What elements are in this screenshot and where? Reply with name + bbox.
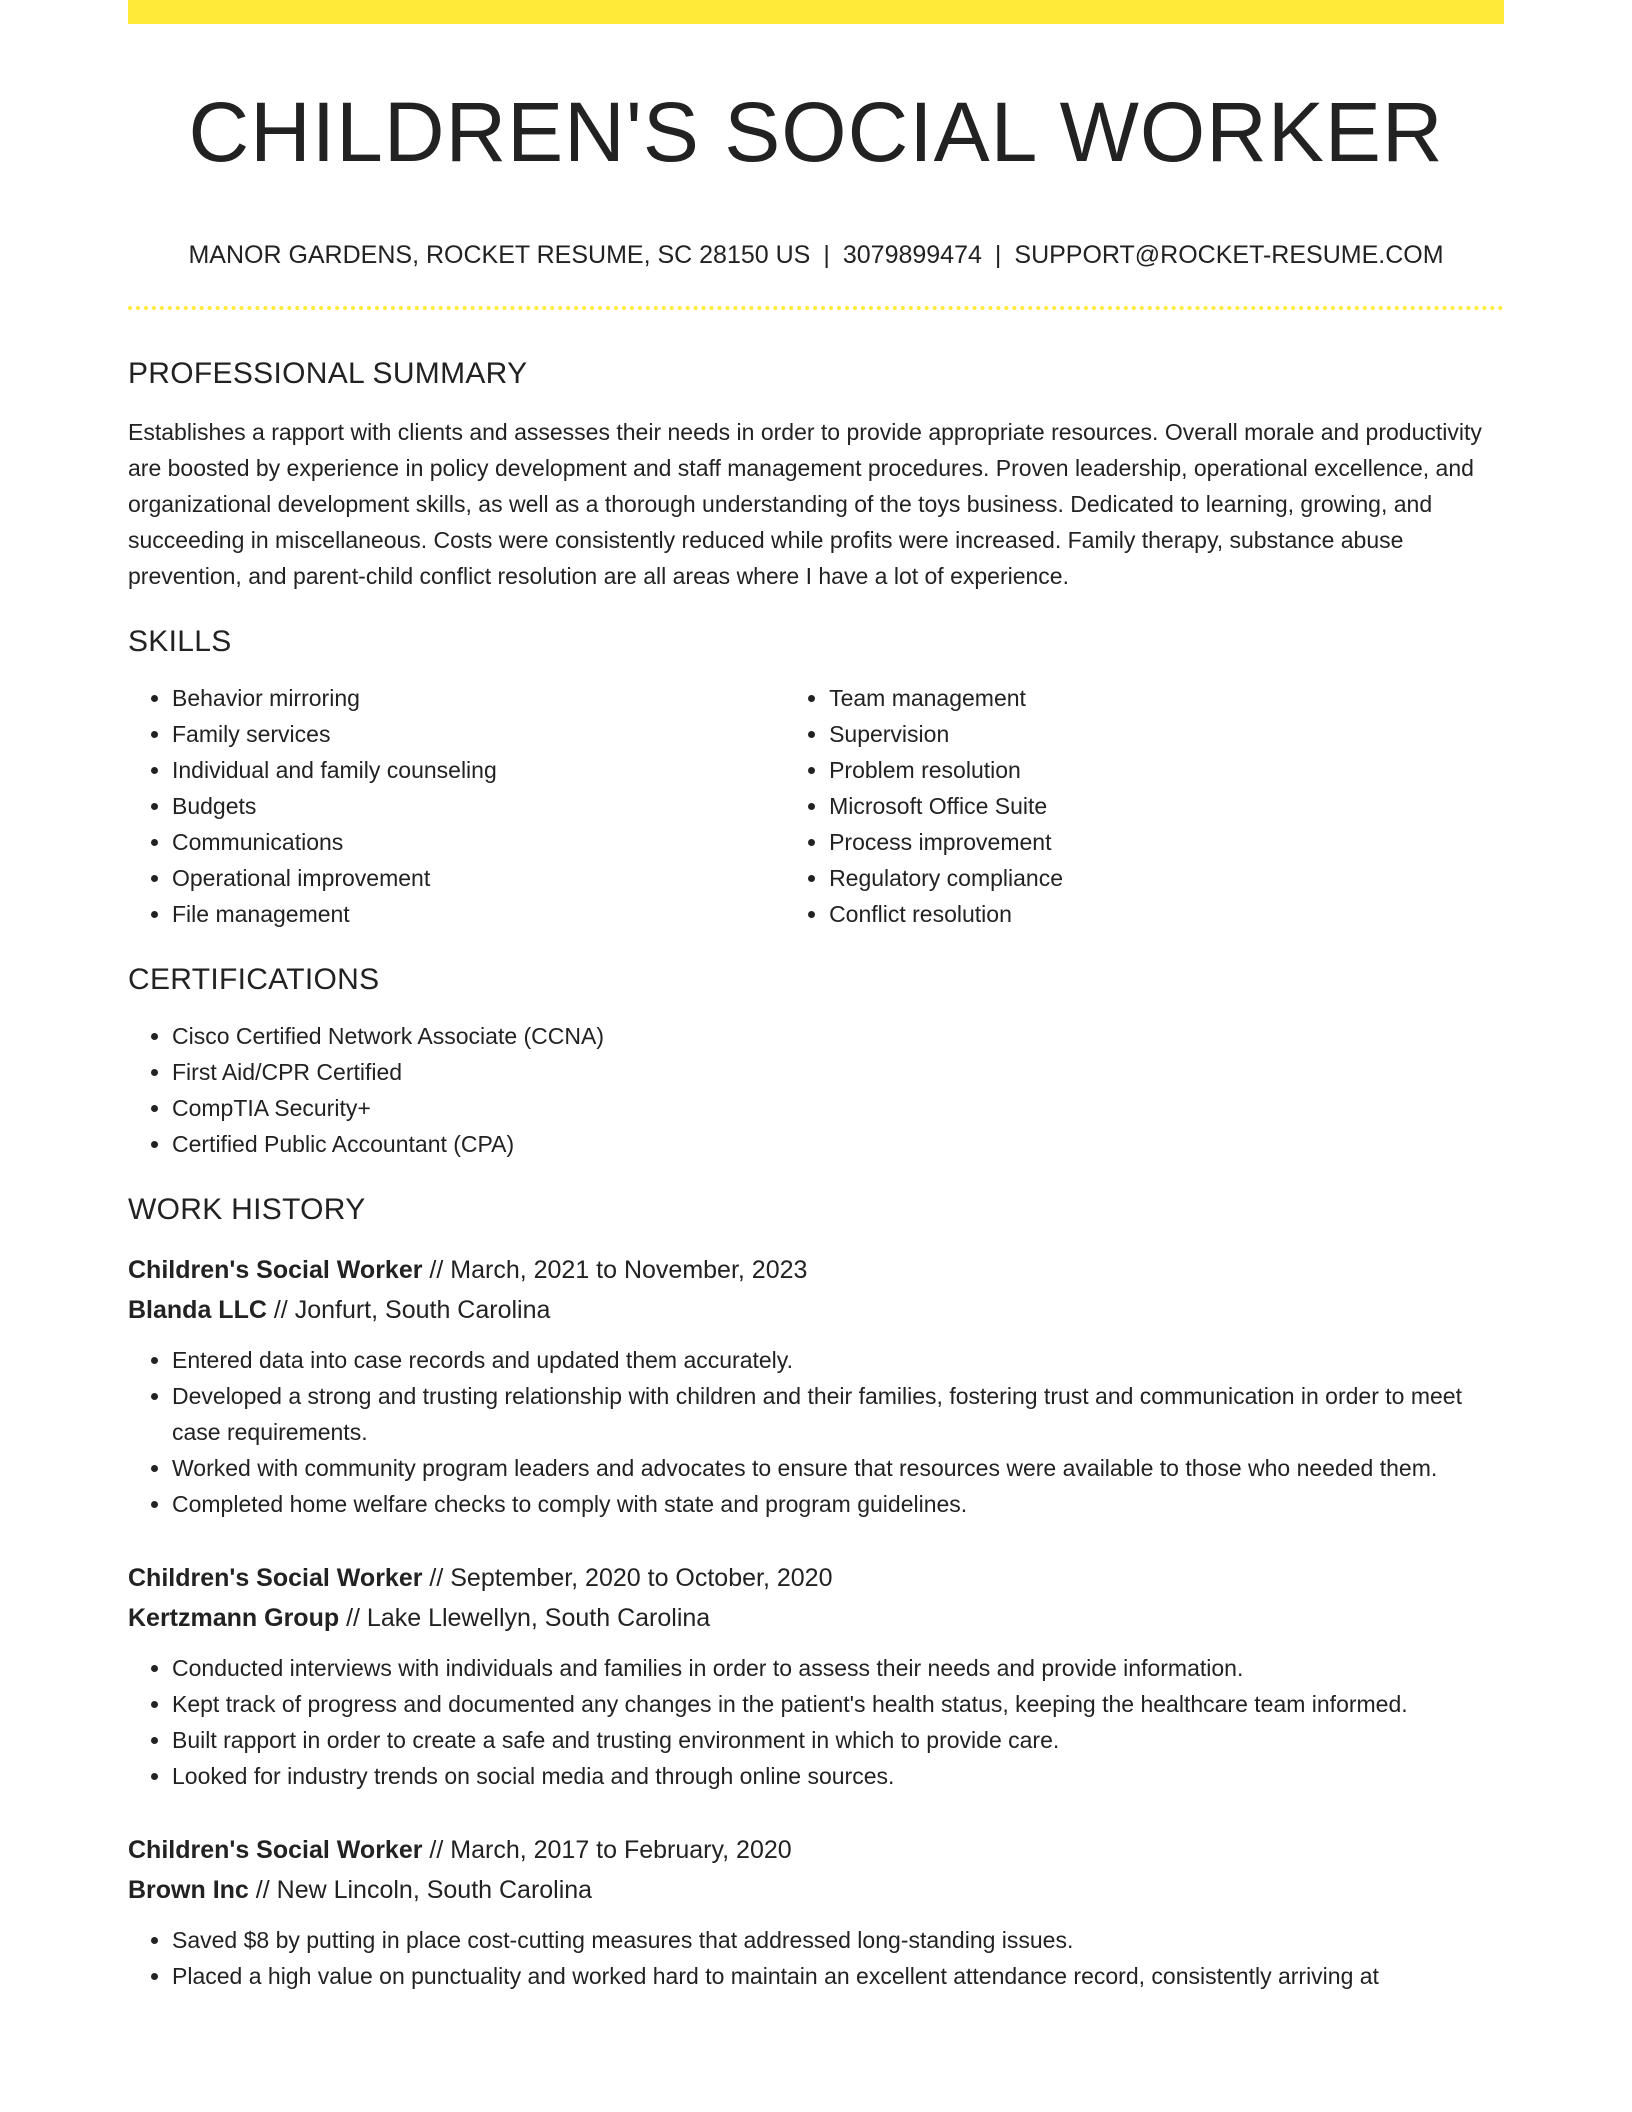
skill-item: • Regulatory compliance (829, 860, 1504, 896)
top-accent-bar (128, 0, 1504, 24)
certification-item: • CompTIA Security+ (172, 1090, 1504, 1126)
certification-item: • Cisco Certified Network Associate (CCNA) (172, 1018, 1504, 1054)
skill-item: • Conflict resolution (829, 896, 1504, 932)
resume-body (128, 352, 1504, 1994)
contact-separator: | (823, 241, 830, 269)
work-history-heading: WORK HISTORY (128, 1193, 366, 1226)
job-company-line (128, 1870, 1504, 1910)
summary-text: Establishes a rapport with clients and assesses their needs in order to provide appropriate resources. Overall morale and productivity are boosted by experience in policy development and staff management procedures. Proven leadership, operational excellence, and organizational development skills, as well as a thorough understanding of the toys business. Dedicated to learning, growing, and succeeding in miscellaneous. Costs were consistently reduced while profits were increased. Family therapy, substance abuse prevention, and parent-child conflict resolution are all areas where I have a lot of experience. (128, 419, 1482, 589)
job-title-line (128, 1558, 1504, 1598)
certifications-heading: CERTIFICATIONS (128, 963, 380, 996)
job-dates: // September, 2020 to October, 2020 (429, 1564, 833, 1592)
job-company-line (128, 1290, 1504, 1330)
job-location: // Jonfurt, South Carolina (273, 1296, 551, 1324)
job-title-line (128, 1250, 1504, 1290)
contact-email: SUPPORT@ROCKET-RESUME.COM (1014, 241, 1444, 269)
skill-item: • Process improvement (829, 824, 1504, 860)
job-company: Blanda LLC (128, 1296, 267, 1324)
dotted-divider (128, 306, 1504, 310)
skills-section (128, 620, 1504, 932)
job-bullets (128, 1650, 1504, 1794)
contact-separator: | (994, 241, 1002, 269)
job-bullet: • Saved $8 by putting in place cost-cutting measures that addressed long-standing issues. (172, 1922, 1504, 1958)
job-bullet: • Worked with community program leaders and advocates to ensure that resources were available to those who needed them. (172, 1450, 1504, 1486)
job-dates: // March, 2017 to February, 2020 (429, 1836, 792, 1864)
job-bullet: • Conducted interviews with individuals and families in order to assess their needs and provide information. (172, 1650, 1504, 1686)
certification-item: • Certified Public Accountant (CPA) (172, 1126, 1504, 1162)
skills-heading: SKILLS (128, 625, 232, 658)
summary-heading: PROFESSIONAL SUMMARY (128, 357, 528, 390)
job-company: Brown Inc (128, 1876, 249, 1904)
job-company: Kertzmann Group (128, 1604, 340, 1632)
skill-item: • Supervision (829, 716, 1504, 752)
page-title: CHILDREN'S SOCIAL WORKER (188, 85, 1444, 179)
certification-item: • First Aid/CPR Certified (172, 1054, 1504, 1090)
skill-item: • Microsoft Office Suite (829, 788, 1504, 824)
job-bullet: • Developed a strong and trusting relationship with children and their families, fostering trust and communication in order to meet case requirements. (172, 1378, 1504, 1450)
job-dates: // March, 2021 to November, 2023 (429, 1256, 808, 1284)
job-bullets (128, 1922, 1504, 1994)
skills-list-right (785, 680, 1504, 932)
job-title-line (128, 1830, 1504, 1870)
contact-phone: 3079899474 (842, 241, 982, 269)
job-bullet: • Placed a high value on punctuality and worked hard to maintain an excellent attendance record, consistently arriving at (172, 1958, 1504, 1994)
job-bullet: • Kept track of progress and documented any changes in the patient's health status, keeping the healthcare team informed. (172, 1686, 1504, 1722)
skills-columns (128, 664, 1504, 932)
summary-section (128, 352, 1504, 594)
job-title: Children's Social Worker (128, 1256, 423, 1284)
skill-item: • Budgets (172, 788, 785, 824)
skill-item: • Individual and family counseling (172, 752, 785, 788)
job-title: Children's Social Worker (128, 1564, 423, 1592)
job-bullet: • Built rapport in order to create a safe and trusting environment in which to provide care. (172, 1722, 1504, 1758)
job-bullet: • Looked for industry trends on social media and through online sources. (172, 1758, 1504, 1794)
job-location: // Lake Llewellyn, South Carolina (346, 1604, 711, 1632)
work-history-section (128, 1188, 1504, 1994)
job-entry (128, 1250, 1504, 1522)
job-bullet: • Completed home welfare checks to comply with state and program guidelines. (172, 1486, 1504, 1522)
job-bullets (128, 1342, 1504, 1522)
skills-list-left (128, 680, 785, 932)
skill-item: • Team management (829, 680, 1504, 716)
job-title: Children's Social Worker (128, 1836, 423, 1864)
skill-item: • File management (172, 896, 785, 932)
job-bullet: • Entered data into case records and updated them accurately. (172, 1342, 1504, 1378)
job-entry (128, 1830, 1504, 1994)
skill-item: • Communications (172, 824, 785, 860)
job-company-line (128, 1598, 1504, 1638)
skill-item: • Problem resolution (829, 752, 1504, 788)
certifications-list (128, 1018, 1504, 1162)
contact-address: MANOR GARDENS, ROCKET RESUME, SC 28150 US (188, 241, 811, 269)
skill-item: • Operational improvement (172, 860, 785, 896)
job-entry (128, 1558, 1504, 1794)
skill-item: • Behavior mirroring (172, 680, 785, 716)
skill-item: • Family services (172, 716, 785, 752)
contact-line (128, 238, 1504, 272)
certifications-section (128, 958, 1504, 1162)
job-location: // New Lincoln, South Carolina (255, 1876, 593, 1904)
